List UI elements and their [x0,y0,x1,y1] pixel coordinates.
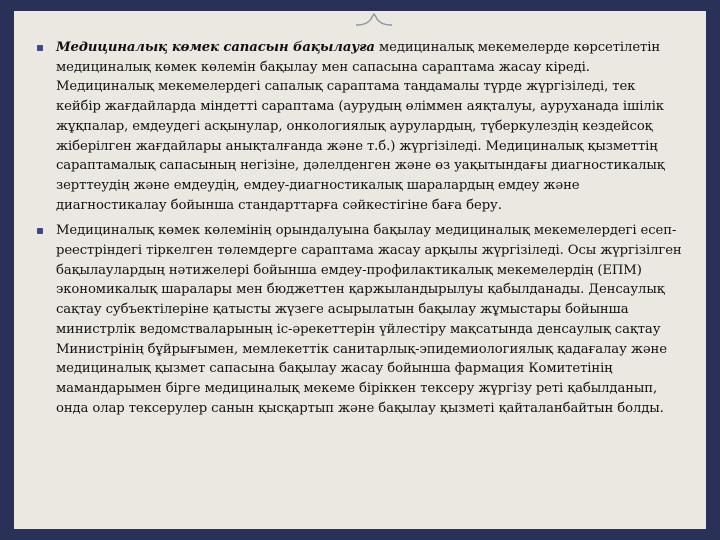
bullet-icon [37,228,43,234]
bullet-item-2 [36,221,684,418]
slide-page [14,11,706,529]
bullet-body-text: медициналық мекемелерде көрсетілетін медициналық көмек көлемін бақылау мен сапасына сараптама жасау кіреді. Медициналық мекемелердегі сапалық сараптама таңдамалы түрде жүргізіледі, тек кейбір жағдайларда міндетті сараптама (аурудың өліммен аяқталуы, ауруханада ішілік жұқпалар, емдеудегі асқынулар, онкологиялық аурулардың, түберкулездің кездейсоқ жіберілген жағдайлары анықталғанда және т.б.) жүргізіледі. Медициналық қызметтің сараптамалық сапасының негізіне, дәлелденген және өз уақытындағы диагностикалық зерттеудің және емдеудің, емдеу-диагностикалық шаралардың емдеу және диагностикалау бойынша стандарттарға сәйкестігіне баға беру. [56,40,665,213]
bullet-lead-text: Медициналық көмек сапасын бақылауға [56,40,375,55]
bullet-item-1 [36,38,684,215]
bullet-icon [37,45,43,51]
brace-ornament-icon [354,13,394,27]
bullet-body-text: Медициналық көмек көлемінің орындалуына бақылау медициналық мекемелердегі есеп-реестріндегі тіркелген төлемдерге сараптама жасау арқылы жүргізіледі. Осы жүргізілген бақылаулардың нәтижелері бойынша емдеу-профилактикалық мекемелердің (ЕПМ) экономикалық шаралары мен бюджеттен қаржыландырылуы қабылданады. Денсаулық сақтау субъектілеріне қатысты жүзеге асырылатын бақылау жұмыстары бойынша министрлік ведомстваларының іс-әрекеттерін үйлестіру мақсатында денсаулық сақтау Министрінің бұйрығымен, мемлекеттік санитарлық-эпидемиологиялық қадағалау және медициналық қызмет сапасына бақылау жасау бойынша фармация Комитетінің мамандарымен бірге медициналық мекеме біріккен тексеру жүргізу реті қабылданып, онда олар тексерулер санын қысқартып және бақылау қызметі қайталанбайтын болды. [56,223,682,416]
